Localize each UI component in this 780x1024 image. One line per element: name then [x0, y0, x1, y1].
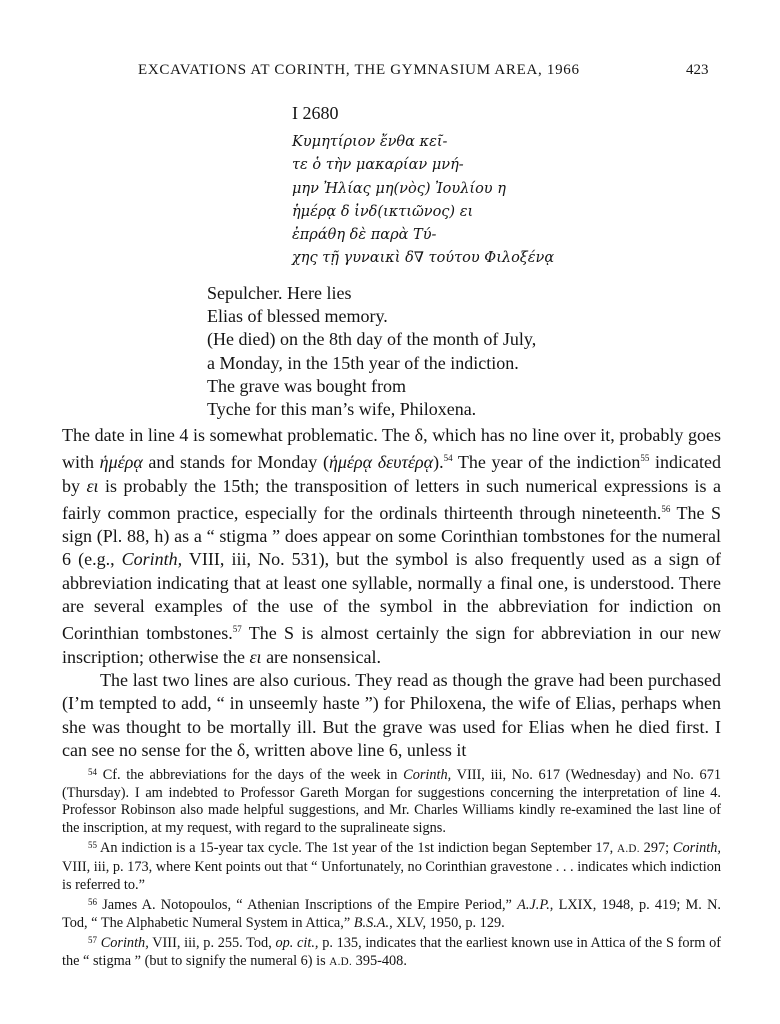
translation [207, 282, 627, 421]
footnotes [62, 764, 721, 972]
footnote-ref: 57 [232, 624, 242, 635]
page-number: 423 [686, 62, 709, 78]
greek-line: ἡμέρᾳ δ ἰνδ(ικτιῶνος) ει [292, 203, 474, 220]
translation-line: a Monday, in the 15th year of the indiction. [207, 352, 519, 373]
footnote: $^{56}$ James A. Notopoulos, “ Athenian Inscriptions of the Empire Period,” A.J.P., LXIX, 1948, p. 419; M. N. Tod, “ The Alphabetic Numeral System in Attica,” B.S.A., XLV, 1950, p. 129. [62, 897, 721, 931]
footnote: $^{54}$ Cf. the abbreviations for the days of the week in Corinth, VIII, iii, No. 617 (Wednesday) and No. 671 (Thursday). I am indebted to Professor Gareth Morgan for suggestions concerning the interpretation of line 4. Professor Robinson also made helpful suggestions, and Mr. Charles Williams kindly re-examined the last line of the inscription, at my request, with regard to the supralineate signs. [62, 767, 722, 836]
footnote-ref: 56 [661, 503, 671, 514]
translation-line: Sepulcher. Here lies [207, 283, 352, 303]
footnote: $^{55}$ An indiction is a 15-year tax cycle. The 1st year of the 1st indiction began September 17, A.D. 297; Corinth, VIII, iii, p. 173, where Kent points out that “ Unfortunately, no Corinthian gravestone . . . indicates which indiction is referred to.” [62, 840, 721, 893]
inscription-id: I 2680 [292, 103, 339, 123]
paragraph: The last two lines are also curious. They read as though the grave had been purchased (I’m tempted to add, “ in unseemly haste ”) for Philoxena, the wife of Elias, perhaps when she was thought to be mortally ill. But the grave was used for Elias when he died first. I can see no sense for the δ, written above line 6, unless it [62, 669, 721, 760]
translation-line: Tyche for this man’s wife, Philoxena. [207, 399, 477, 420]
body-text [62, 424, 721, 762]
footnote-number: 54 [88, 767, 97, 777]
footnote: $^{57}$ Corinth, VIII, iii, p. 255. Tod, op. cit., p. 135, indicates that the earliest known use in Attica of the S form of the “ stigma ” (but to signify the numeral 6) is A.D. 395-408. [62, 935, 721, 969]
greek-inscription [292, 131, 592, 271]
paragraph: The date in line 4 is somewhat problematic. The δ, which has no line over it, probably goes with ἡμέρᾳ and stands for Monday (ἡμέρᾳ δευτέρᾳ).$^{54}$ The year of the indiction$^{55}$ indicated by ει is probably the 15th; the transposition of letters in such numerical expressions is a fairly common practice, especially for the ordinals thirteenth through nineteenth.$^{56}$ The S sign (Pl. 88, h) as a “ stigma ” does appear on some Corinthian tombstones for the numeral 6 (e.g., Corinth, VIII, iii, No. 531), but the symbol is also frequently used as a sign of abbreviation indicating that at least one syllable, normally a final one, is understood. There are several examples of the use of the symbol in the abbreviation for indiction on Corinthian tombstones.$^{57}$ The S is almost certainly the sign for abbreviation in our new inscription; otherwise the ει are nonsensical. [62, 425, 722, 667]
translation-line: (He died) on the 8th day of the month of July, [207, 329, 537, 350]
translation-line: The grave was bought from [207, 375, 406, 396]
greek-line: Κυμητίριον ἔνθα κεῖ- [292, 134, 448, 150]
translation-line: Elias of blessed memory. [207, 306, 388, 327]
footnote-number: 55 [88, 840, 97, 851]
greek-line: μην Ἠλίας μη(νὸς) Ἰουλίου η [292, 180, 506, 197]
footnote-ref: 54 [443, 453, 453, 464]
greek-line: χης τῇ γυναικὶ δ∇ τούτου Φιλοξένᾳ [292, 250, 555, 267]
running-head: EXCAVATIONS AT CORINTH, THE GYMNASIUM AREA, 1966 [138, 62, 580, 78]
greek-line: ἐπράθη δὲ παρὰ Τύ- [292, 227, 437, 244]
greek-line: τε ὁ τὴν μακαρίαν μνή- [292, 157, 464, 174]
footnote-number: 57 [88, 935, 97, 946]
footnote-ref: 55 [640, 453, 650, 464]
footnote-number: 56 [88, 897, 97, 908]
